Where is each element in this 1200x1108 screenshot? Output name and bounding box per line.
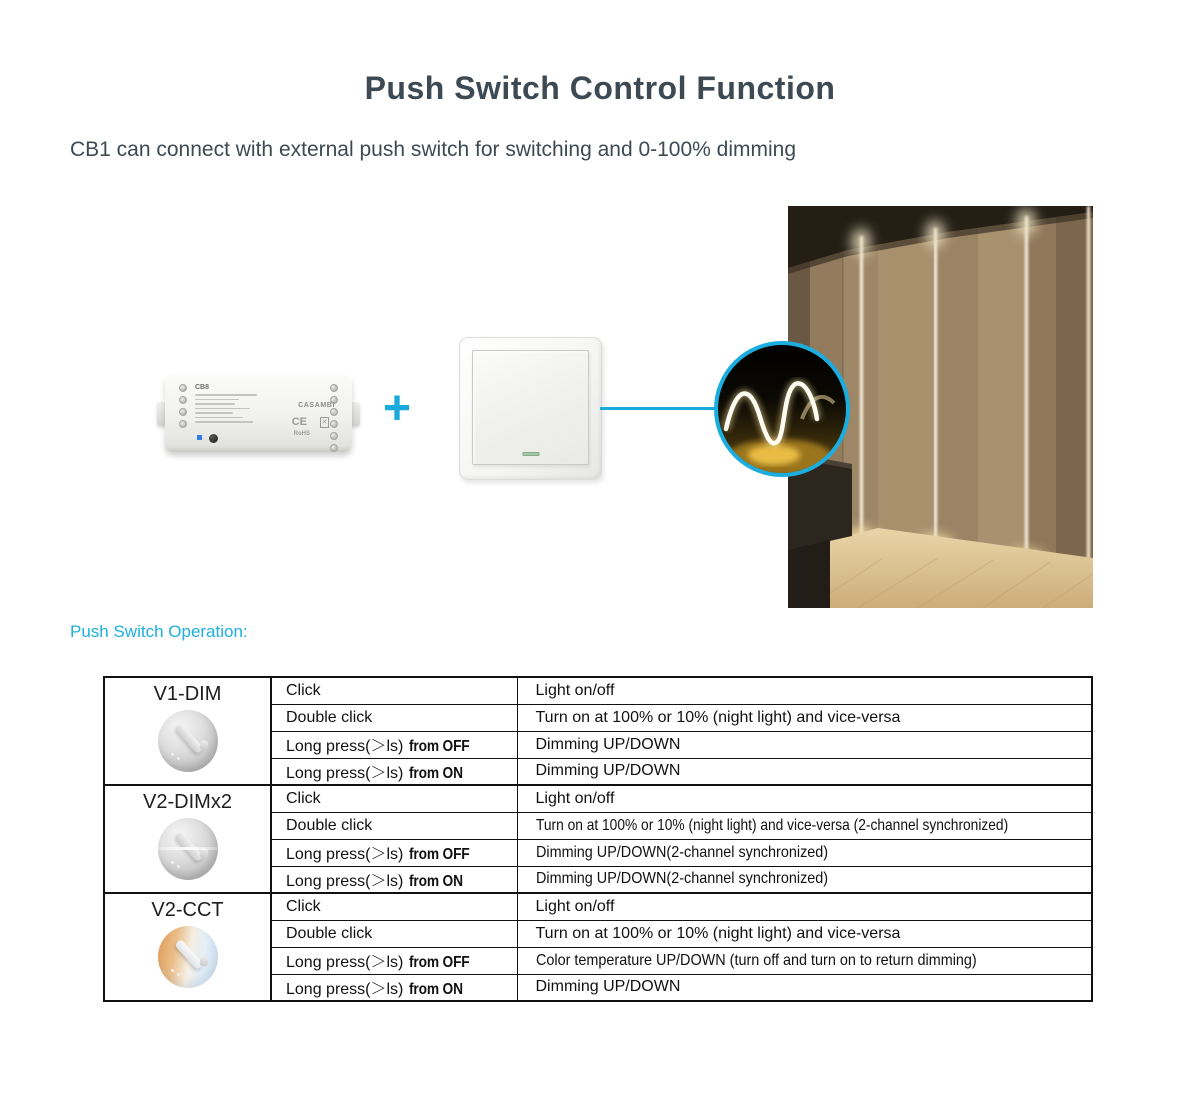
controller-body [165,374,352,452]
result-cell: Turn on at 100% or 10% (night light) and vice-versa [517,920,1092,947]
push-switch[interactable] [459,337,602,480]
ce-mark-icon: CE [291,416,307,428]
action-cell: Long press(＞ls) from OFF [271,947,517,974]
action-cell: Click [271,677,517,704]
switch-indicator-light [522,452,539,456]
connector-line [600,407,718,410]
operation-label: Push Switch Operation: [70,622,248,641]
result-cell: Dimming UP/DOWN(2-channel synchronized) [517,839,1092,866]
controller-label [195,384,337,446]
switch-rocker[interactable] [472,350,589,465]
action-cell: Long press(＞ls) from ON [271,866,517,893]
result-cell: Turn on at 100% or 10% (night light) and vice-versa [517,704,1092,731]
operation-table [103,676,1093,1002]
led-strip-zoom-circle [714,341,850,477]
mode-name: V1-DIM [153,683,222,705]
result-cell: Dimming UP/DOWN [517,758,1092,785]
plus-sign: + [383,382,412,435]
mode-name: V2-DIMx2 [143,791,232,813]
led-strip-icon [718,345,846,473]
dim-sphere-icon [158,710,218,772]
table-row [104,677,1092,704]
weee-bin-icon: ✕ [321,419,328,426]
table-row [104,785,1092,812]
page-subtitle: CB1 can connect with external push switch for switching and 0-100% dimming [70,138,797,161]
mode-cell-v1-dim [104,677,271,785]
brand-logo: CASAMBI [298,402,335,409]
pair-button[interactable] [209,434,218,443]
terminal-screws-left [179,384,187,428]
cct-sphere-icon [158,926,218,988]
result-cell: Light on/off [517,893,1092,920]
mode-cell-v2-cct [104,893,271,1001]
action-cell: Click [271,893,517,920]
dimx2-sphere-icon [158,818,218,880]
controller-device [157,372,360,458]
mode-name: V2-CCT [151,899,224,921]
result-cell: Dimming UP/DOWN [517,974,1092,1001]
result-cell: Dimming UP/DOWN [517,731,1092,758]
result-cell: Color temperature UP/DOWN (turn off and turn on to return dimming) [517,947,1092,974]
action-cell: Double click [271,920,517,947]
rohs-mark: RoHS [293,431,310,437]
action-cell: Double click [271,704,517,731]
status-led [197,435,202,440]
page-title: Push Switch Control Function [364,70,836,106]
controller-model: CB8 [195,384,210,391]
result-cell: Light on/off [517,677,1092,704]
action-cell: Long press(＞ls) from OFF [271,839,517,866]
action-cell: Long press(＞ls) from ON [271,758,517,785]
result-cell: Dimming UP/DOWN(2-channel synchronized) [517,866,1092,893]
result-cell: Light on/off [517,785,1092,812]
mode-cell-v2-dimx2 [104,785,271,893]
action-cell: Long press(＞ls) from ON [271,974,517,1001]
table-row [104,893,1092,920]
result-cell: Turn on at 100% or 10% (night light) and vice-versa (2-channel synchronized) [517,812,1092,839]
action-cell: Double click [271,812,517,839]
action-cell: Click [271,785,517,812]
action-cell: Long press(＞ls) from OFF [271,731,517,758]
